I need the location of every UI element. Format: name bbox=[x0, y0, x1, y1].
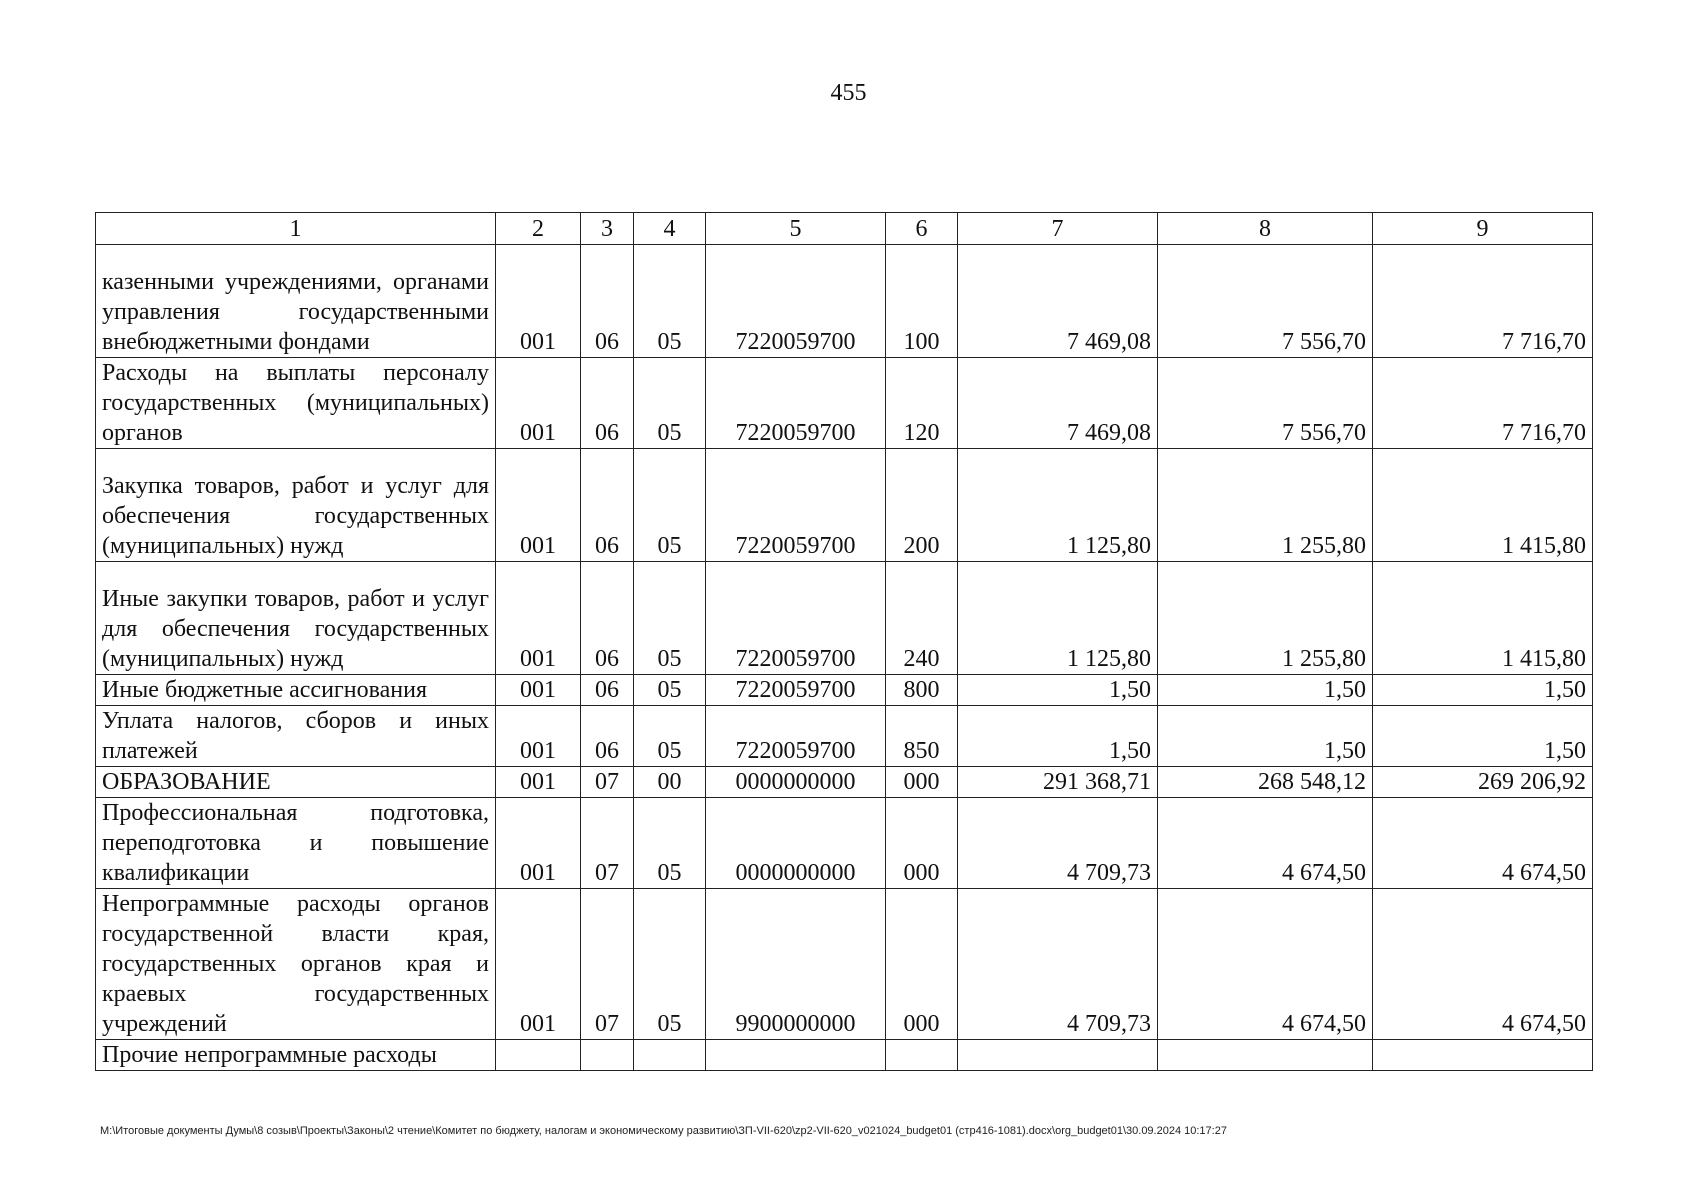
table-row bbox=[96, 245, 1593, 358]
description-cell: Профессиональная подготовка, переподготовка и повышение квалификации bbox=[96, 798, 496, 889]
code-cell-5: 0000000000 bbox=[706, 798, 886, 889]
code-cell-3: 07 bbox=[581, 889, 634, 1040]
description-cell: Закупка товаров, работ и услуг для обеспечения государственных (муниципальных) нужд bbox=[96, 449, 496, 562]
amount-cell-9: 1 415,80 bbox=[1373, 562, 1593, 675]
column-header-8: 8 bbox=[1158, 213, 1373, 245]
table-row bbox=[96, 889, 1593, 1040]
table-row bbox=[96, 767, 1593, 798]
description-cell: Прочие непрограммные расходы bbox=[96, 1040, 496, 1071]
amount-cell-7: 1,50 bbox=[958, 675, 1158, 706]
table-row bbox=[96, 798, 1593, 889]
code-cell-5: 7220059700 bbox=[706, 562, 886, 675]
code-cell-2: 001 bbox=[496, 798, 581, 889]
code-cell-5: 0000000000 bbox=[706, 767, 886, 798]
code-cell-5: 7220059700 bbox=[706, 245, 886, 358]
code-cell-5: 7220059700 bbox=[706, 358, 886, 449]
code-cell-5: 7220059700 bbox=[706, 706, 886, 767]
code-cell-2: 001 bbox=[496, 675, 581, 706]
code-cell-4: 00 bbox=[634, 767, 706, 798]
code-cell-2: 001 bbox=[496, 767, 581, 798]
amount-cell-7: 1,50 bbox=[958, 706, 1158, 767]
code-cell-4: 05 bbox=[634, 245, 706, 358]
amount-cell-8: 1 255,80 bbox=[1158, 562, 1373, 675]
column-header-9: 9 bbox=[1373, 213, 1593, 245]
code-cell-4: 05 bbox=[634, 358, 706, 449]
code-cell-2: 001 bbox=[496, 245, 581, 358]
amount-cell-7: 291 368,71 bbox=[958, 767, 1158, 798]
code-cell-3: 06 bbox=[581, 358, 634, 449]
amount-cell-8 bbox=[1158, 1040, 1373, 1071]
page-number: 455 bbox=[830, 80, 867, 106]
code-cell-3: 07 bbox=[581, 767, 634, 798]
code-cell-6: 240 bbox=[886, 562, 958, 675]
code-cell-3: 06 bbox=[581, 706, 634, 767]
amount-cell-8: 1,50 bbox=[1158, 706, 1373, 767]
code-cell-2: 001 bbox=[496, 889, 581, 1040]
code-cell-5: 9900000000 bbox=[706, 889, 886, 1040]
code-cell-6: 120 bbox=[886, 358, 958, 449]
amount-cell-9: 7 716,70 bbox=[1373, 245, 1593, 358]
amount-cell-9: 1,50 bbox=[1373, 675, 1593, 706]
code-cell-6: 000 bbox=[886, 767, 958, 798]
code-cell-2: 001 bbox=[496, 562, 581, 675]
amount-cell-7 bbox=[958, 1040, 1158, 1071]
description-cell: Непрограммные расходы органов государственной власти края, государственных органов края и краевых государственных учреждений bbox=[96, 889, 496, 1040]
table-row bbox=[96, 449, 1593, 562]
amount-cell-7: 4 709,73 bbox=[958, 889, 1158, 1040]
amount-cell-8: 4 674,50 bbox=[1158, 889, 1373, 1040]
description-cell: Расходы на выплаты персоналу государственных (муниципальных) органов bbox=[96, 358, 496, 449]
code-cell-3 bbox=[581, 1040, 634, 1071]
amount-cell-8: 4 674,50 bbox=[1158, 798, 1373, 889]
code-cell-3: 06 bbox=[581, 562, 634, 675]
amount-cell-7: 7 469,08 bbox=[958, 245, 1158, 358]
description-cell: Иные бюджетные ассигнования bbox=[96, 675, 496, 706]
footer-file-path: M:\Итоговые документы Думы\8 созыв\Проекты\Законы\2 чтение\Комитет по бюджету, налогам и экономическому развитию\ЗП-VII-620\zp2-VII-620_v021024_budget01 (стр416-1081).docx\org_budget01\30.09.2024 10:17:27 bbox=[100, 1125, 1227, 1137]
description-cell: Иные закупки товаров, работ и услуг для обеспечения государственных (муниципальных) нужд bbox=[96, 562, 496, 675]
column-header-7: 7 bbox=[958, 213, 1158, 245]
code-cell-2: 001 bbox=[496, 706, 581, 767]
table-row bbox=[96, 1040, 1593, 1071]
code-cell-3: 06 bbox=[581, 449, 634, 562]
amount-cell-7: 7 469,08 bbox=[958, 358, 1158, 449]
table-row bbox=[96, 706, 1593, 767]
code-cell-6: 000 bbox=[886, 798, 958, 889]
amount-cell-8: 268 548,12 bbox=[1158, 767, 1373, 798]
amount-cell-9 bbox=[1373, 1040, 1593, 1071]
amount-cell-9: 4 674,50 bbox=[1373, 798, 1593, 889]
code-cell-3: 06 bbox=[581, 675, 634, 706]
code-cell-6: 850 bbox=[886, 706, 958, 767]
code-cell-3: 07 bbox=[581, 798, 634, 889]
amount-cell-9: 1,50 bbox=[1373, 706, 1593, 767]
amount-cell-7: 1 125,80 bbox=[958, 449, 1158, 562]
code-cell-4 bbox=[634, 1040, 706, 1071]
amount-cell-9: 4 674,50 bbox=[1373, 889, 1593, 1040]
table-row bbox=[96, 562, 1593, 675]
code-cell-6: 000 bbox=[886, 889, 958, 1040]
code-cell-2: 001 bbox=[496, 358, 581, 449]
code-cell-4: 05 bbox=[634, 706, 706, 767]
budget-table bbox=[95, 212, 1593, 1071]
code-cell-4: 05 bbox=[634, 889, 706, 1040]
amount-cell-7: 1 125,80 bbox=[958, 562, 1158, 675]
code-cell-6: 800 bbox=[886, 675, 958, 706]
amount-cell-9: 7 716,70 bbox=[1373, 358, 1593, 449]
code-cell-4: 05 bbox=[634, 449, 706, 562]
amount-cell-8: 1 255,80 bbox=[1158, 449, 1373, 562]
code-cell-6: 100 bbox=[886, 245, 958, 358]
amount-cell-8: 7 556,70 bbox=[1158, 358, 1373, 449]
code-cell-6 bbox=[886, 1040, 958, 1071]
table-row bbox=[96, 675, 1593, 706]
code-cell-6: 200 bbox=[886, 449, 958, 562]
description-cell: Уплата налогов, сборов и иных платежей bbox=[96, 706, 496, 767]
column-header-1: 1 bbox=[96, 213, 496, 245]
code-cell-4: 05 bbox=[634, 562, 706, 675]
code-cell-5: 7220059700 bbox=[706, 675, 886, 706]
amount-cell-9: 1 415,80 bbox=[1373, 449, 1593, 562]
amount-cell-9: 269 206,92 bbox=[1373, 767, 1593, 798]
description-cell: казенными учреждениями, органами управления государственными внебюджетными фондами bbox=[96, 245, 496, 358]
code-cell-2 bbox=[496, 1040, 581, 1071]
code-cell-2: 001 bbox=[496, 449, 581, 562]
amount-cell-7: 4 709,73 bbox=[958, 798, 1158, 889]
column-header-4: 4 bbox=[634, 213, 706, 245]
code-cell-3: 06 bbox=[581, 245, 634, 358]
amount-cell-8: 1,50 bbox=[1158, 675, 1373, 706]
column-header-2: 2 bbox=[496, 213, 581, 245]
column-header-5: 5 bbox=[706, 213, 886, 245]
code-cell-5 bbox=[706, 1040, 886, 1071]
header-row bbox=[96, 213, 1593, 245]
code-cell-4: 05 bbox=[634, 675, 706, 706]
code-cell-5: 7220059700 bbox=[706, 449, 886, 562]
amount-cell-8: 7 556,70 bbox=[1158, 245, 1373, 358]
column-header-6: 6 bbox=[886, 213, 958, 245]
column-header-3: 3 bbox=[581, 213, 634, 245]
code-cell-4: 05 bbox=[634, 798, 706, 889]
table-row bbox=[96, 358, 1593, 449]
description-cell: ОБРАЗОВАНИЕ bbox=[96, 767, 496, 798]
